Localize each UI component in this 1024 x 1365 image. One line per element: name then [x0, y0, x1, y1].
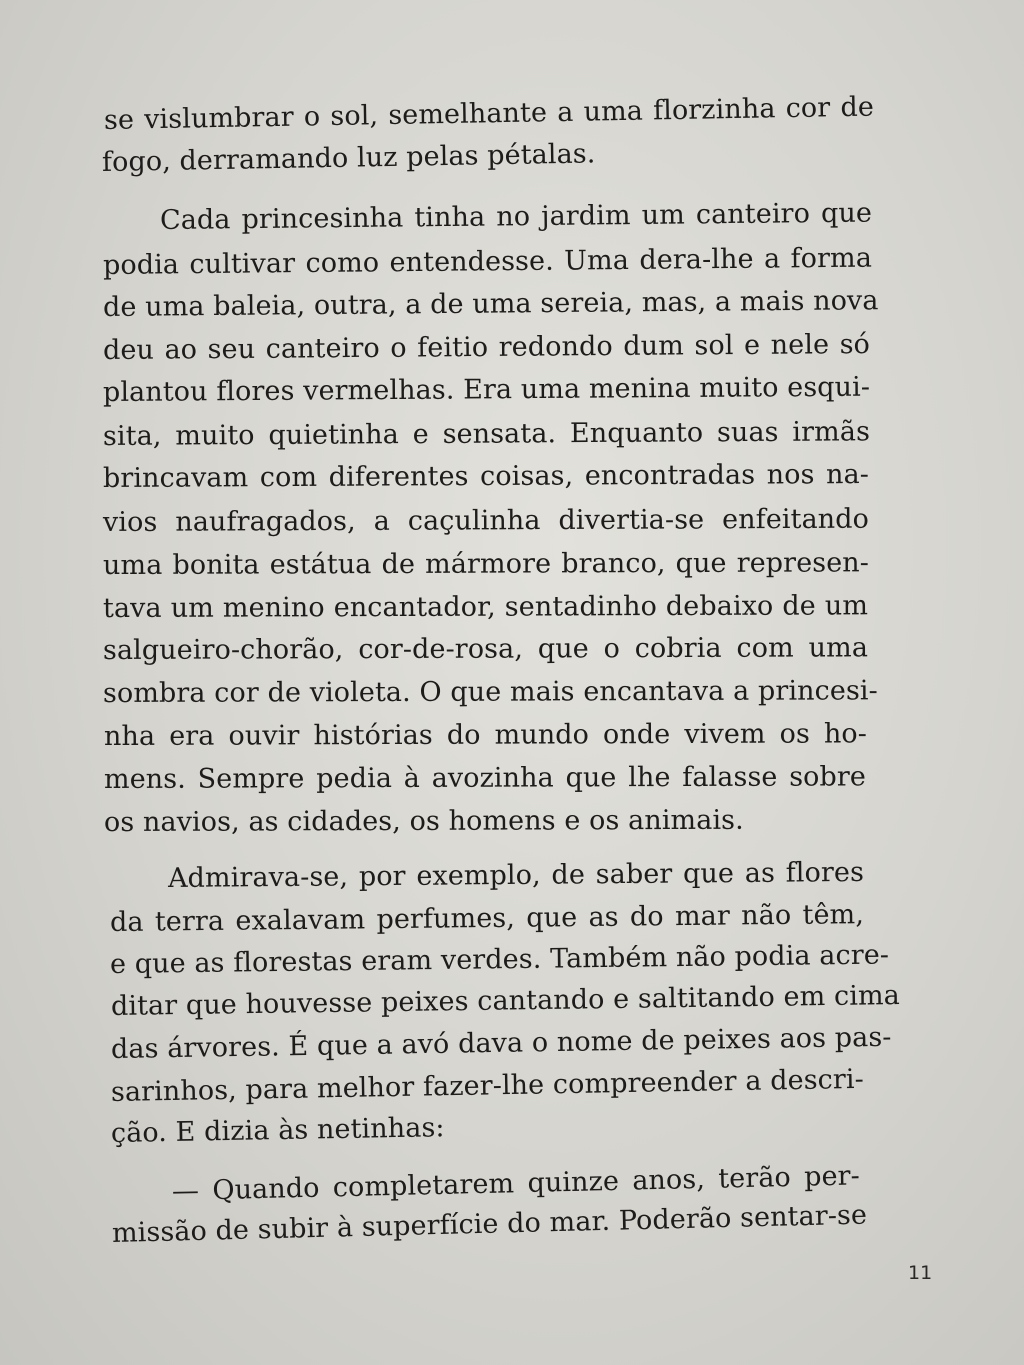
text-line: tava um menino encantador, sentadinho debaixo de um: [102, 590, 869, 624]
text-line: fogo, derramando luz pelas pétalas.: [101, 138, 596, 178]
text-line: plantou flores vermelhas. Era uma menina muito esqui-: [102, 371, 871, 408]
text-line: brincavam com diferentes coisas, encontradas nos na-: [102, 458, 870, 494]
text-line: das árvores. É que a avó dava o nome de peixes aos pas-: [110, 1021, 892, 1065]
text-line: mens. Sempre pedia à avozinha que lhe falasse sobre: [103, 761, 867, 795]
text-line: se vislumbrar o sol, semelhante a uma florzinha cor de: [103, 91, 875, 136]
text-line: sarinhos, para melhor fazer-lhe compreender a descri-: [110, 1063, 865, 1108]
text-line: ção. E dizia às netinhas:: [110, 1112, 445, 1149]
text-line: nha era ouvir histórias do mundo onde vivem os ho-: [103, 718, 868, 752]
text-line: missão de subir à superfície do mar. Poderão sentar-se: [111, 1199, 868, 1249]
text-line: da terra exalavam perfumes, que as do mar não têm,: [109, 899, 865, 938]
text-line: deu ao seu canteiro o feitio redondo dum sol e nele só: [102, 328, 871, 366]
page-number: 11: [908, 1262, 933, 1284]
text-line: — Quando completarem quinze anos, terão per-: [171, 1160, 861, 1207]
text-line: podia cultivar como entendesse. Uma dera-lhe a forma: [102, 242, 873, 281]
text-line: Cada princesinha tinha no jardim um canteiro que: [159, 197, 873, 236]
text-line: de uma baleia, outra, a de uma sereia, mas, a mais nova: [102, 285, 879, 323]
text-line: salgueiro-chorão, cor-de-rosa, que o cobria com uma: [102, 632, 869, 666]
text-line: uma bonita estátua de mármore branco, que represen-: [102, 547, 870, 581]
text-line: Admirava-se, por exemplo, de saber que as flores: [167, 856, 865, 894]
text-line: sombra cor de violeta. O que mais encantava a princesi-: [102, 675, 878, 709]
text-line: ditar que houvesse peixes cantando e saltitando em cima: [110, 979, 901, 1022]
text-line: sita, muito quietinha e sensata. Enquanto suas irmãs: [102, 416, 871, 452]
text-line: e que as florestas eram verdes. Também não podia acre-: [109, 939, 890, 980]
text-line: os navios, as cidades, os homens e os animais.: [103, 804, 744, 838]
text-line: vios naufragados, a caçulinha divertia-se enfeitando: [102, 503, 870, 538]
